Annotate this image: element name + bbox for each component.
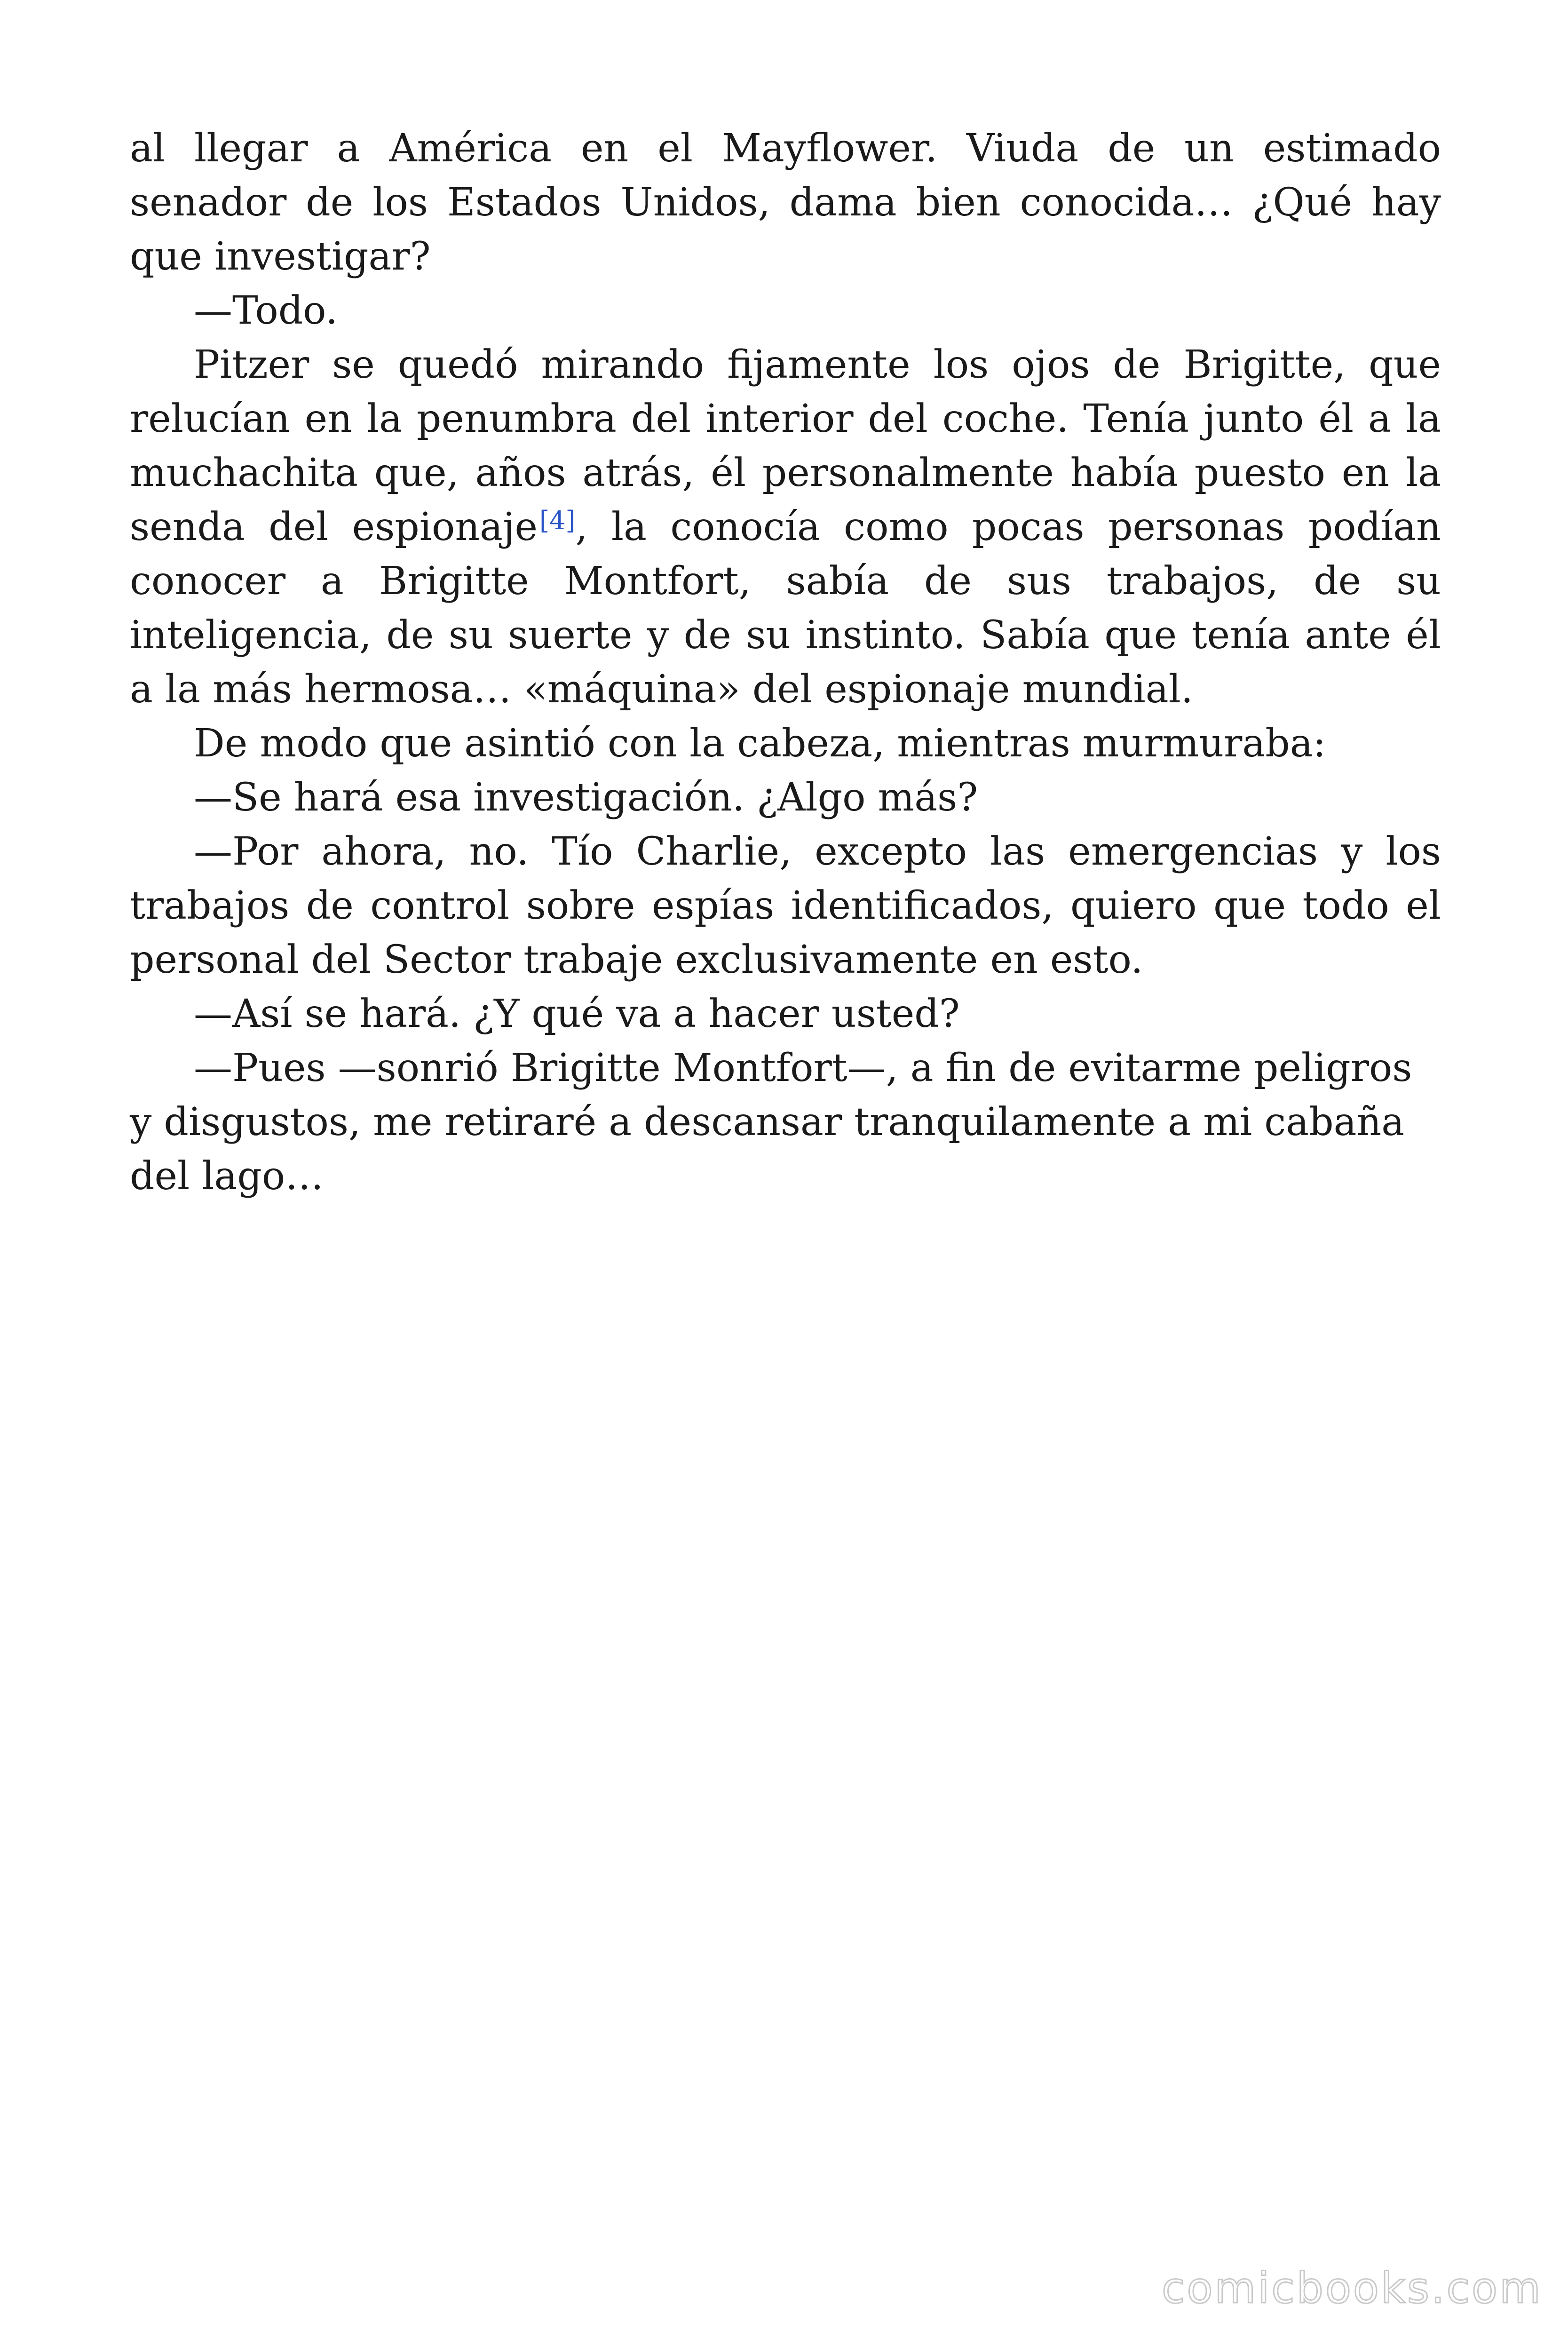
paragraph-4: De modo que asintió con la cabeza, mientras murmuraba: <box>194 721 1326 766</box>
page-body <box>130 121 1441 1203</box>
paragraph-6: —Por ahora, no. Tío Charlie, excepto las emergencias y los trabajos de control sobre espías identificados, quiero que todo el personal del Sector trabaje exclusivamente en esto. <box>130 829 1441 982</box>
paragraph-7: —Así se hará. ¿Y qué va a hacer usted? <box>194 992 960 1036</box>
paragraph-1: al llegar a América en el Mayflower. Viuda de un estimado senador de los Estados Unidos, dama bien conocida… ¿Qué hay que investigar? <box>130 126 1441 279</box>
watermark: comicbooks.com <box>1162 2264 1543 2313</box>
paragraph-3-text-after: , la conocía como pocas personas podían conocer a Brigitte Montfort, sabía de sus trabajos, de su inteligencia, de su suerte y de su instinto. Sabía que tenía ante él a la más hermosa… «máquina» del espionaje mundial. <box>130 505 1441 712</box>
paragraph-2: —Todo. <box>194 288 338 333</box>
footnote-reference-link[interactable]: [4] <box>539 506 576 535</box>
paragraph-8: —Pues —sonrió Brigitte Montfort—, a fin de evitarme peligros y disgustos, me retiraré a descansar tranquilamente a mi cabaña del lago… <box>130 1046 1412 1199</box>
paragraph-3 <box>130 338 1441 716</box>
paragraph-5: —Se hará esa investigación. ¿Algo más? <box>194 775 978 820</box>
paragraph-3-text-before: Pitzer se quedó mirando fijamente los ojos de Brigitte, que relucían en la penumbra del interior del coche. Tenía junto él a la muchachita que, años atrás, él personalmente había puesto en la senda del espionaje <box>130 342 1441 549</box>
